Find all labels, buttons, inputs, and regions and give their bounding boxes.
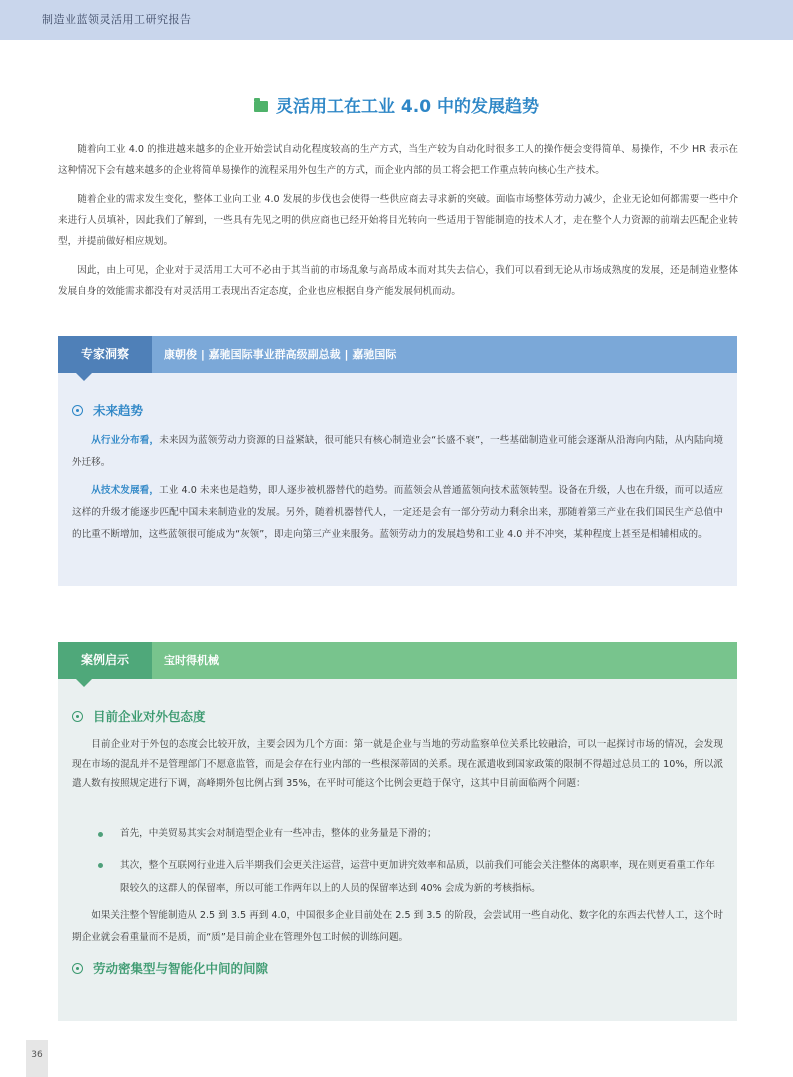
- case-heading-2: [72, 959, 268, 977]
- case-heading-text: 目前企业对外包态度: [93, 709, 206, 724]
- header-band: [0, 0, 793, 40]
- expert-panel-header: [58, 336, 737, 373]
- case-panel-header: [58, 642, 737, 679]
- section-title-text: 灵活用工在工业 4.0 中的发展趋势: [276, 97, 539, 117]
- case-byline: 宝时得机械: [152, 642, 737, 679]
- case-bullet-2-text: 其次，整个互联网行业进入后半期我们会更关注运营，运营中更加讲究效率和品质，以前我们可能会关注整体的离职率，现在则更看重工作年限较久的这群人的保留率，所以可能工作两年以上的人员的保留率达到 40% 会成为新的考核指标。: [120, 860, 715, 894]
- case-insight-panel: [58, 642, 737, 1021]
- expert-item-2-lead: 从技术发展看，: [91, 485, 160, 496]
- expert-heading: [72, 401, 143, 419]
- section-title: [0, 92, 793, 117]
- case-heading: [72, 707, 206, 725]
- expert-byline: 康朝俊 | 嘉驰国际事业群高级副总裁 | 嘉驰国际: [152, 336, 737, 373]
- target-icon: [72, 963, 83, 974]
- intro-paragraph-1: 随着向工业 4.0 的推进越来越多的企业开始尝试自动化程度较高的生产方式，当生产较为自动化时很多工人的操作便会变得简单、易操作，不少 HR 表示在这种情况下会有越来越多的企业将简单易操作的流程采用外包生产的方式，而企业内部的员工将会把工作重点转向核心生产技术。: [58, 144, 738, 176]
- intro-paragraph-3: 因此，由上可见，企业对于灵活用工大可不必由于其当前的市场乱象与高昂成本而对其失去信心，我们可以看到无论从市场成熟度的发展，还是制造业整体发展自身的效能需求都没有对灵活用工表现出否定态度，企业也应根据自身产能发展伺机而动。: [58, 265, 738, 297]
- expert-insight-panel: [58, 336, 737, 586]
- case-heading-2-text: 劳动密集型与智能化中间的间隙: [93, 961, 269, 976]
- expert-item-1: [72, 430, 723, 474]
- page-number: 36: [26, 1040, 48, 1077]
- case-tag-label: 案例启示: [80, 653, 129, 667]
- case-bullet-2: [94, 854, 724, 900]
- folder-icon: [254, 101, 268, 112]
- case-bullet-1: [94, 823, 724, 845]
- target-icon: [72, 711, 83, 722]
- expert-tag: [58, 336, 152, 373]
- bullet-dot: [98, 863, 103, 868]
- expert-item-2: [72, 480, 723, 546]
- expert-tag-label: 专家洞察: [80, 347, 129, 361]
- document-title: 制造业蓝领灵活用工研究报告: [42, 13, 192, 26]
- case-tag: [58, 642, 152, 679]
- case-bullet-1-text: 首先，中美贸易其实会对制造型企业有一些冲击，整体的业务量是下滑的；: [120, 828, 437, 839]
- bullet-dot: [98, 832, 103, 837]
- intro-paragraph-2: 随着企业的需求发生变化，整体工业向工业 4.0 发展的步伐也会使得一些供应商去寻求新的突破。面临市场整体劳动力减少，企业无论如何都需要一些中介来进行人员填补，因此我们了解到，一些具有先见之明的供应商也已经开始将目光转向一些适用于智能制造的技术人才，走在整个人力资源的前端去匹配企业转型，并提前做好相应规划。: [58, 194, 738, 247]
- target-icon: [72, 405, 83, 416]
- case-paragraph-1: 目前企业对于外包的态度会比较开放，主要会因为几个方面：第一就是企业与当地的劳动监察单位关系比较融洽，可以一起探讨市场的情况，会发现现在市场的混乱并不是管理部门不愿意监管，而是会存在行业内部的一些根深蒂固的关系。现在派遣收到国家政策的限制不得超过总员工的 10%，所以派遣人数有按照规定进行下调，高峰期外包比例占到 35%，在平时可能这个比例会更趋于保守，这其中目前面临两个问题：: [72, 739, 723, 789]
- expert-item-1-lead: 从行业分布看，: [91, 435, 160, 446]
- expert-item-2-text: 工业 4.0 未来也是趋势，即人逐步被机器替代的趋势。而蓝领会从普通蓝领向技术蓝领转型。设备在升级，人也在升级，而可以适应这样的升级才能逐步匹配中国未来制造业的发展。另外，随着机器替代人，一定还是会有一部分劳动力剩余出来，那随着第三产业在我们国民生产总值中的比重不断增加，这些蓝领很可能成为“灰领”，即走向第三产业来服务。蓝领劳动力的发展趋势和工业 4.0 并不冲突，某种程度上甚至是相辅相成的。: [72, 485, 724, 540]
- expert-item-1-text: 未来因为蓝领劳动力资源的日益紧缺，很可能只有核心制造业会“长盛不衰”，一些基础制造业可能会逐渐从沿海向内陆，从内陆向境外迁移。: [72, 435, 723, 468]
- case-paragraph-2: 如果关注整个智能制造从 2.5 到 3.5 再到 4.0，中国很多企业目前处在 2.5 到 3.5 的阶段，会尝试用一些自动化、数字化的东西去代替人工，这个时期企业就会看重量而不是质，而“质”是目前企业在管理外包工时候的训练问题。: [72, 910, 723, 943]
- expert-heading-text: 未来趋势: [93, 403, 144, 418]
